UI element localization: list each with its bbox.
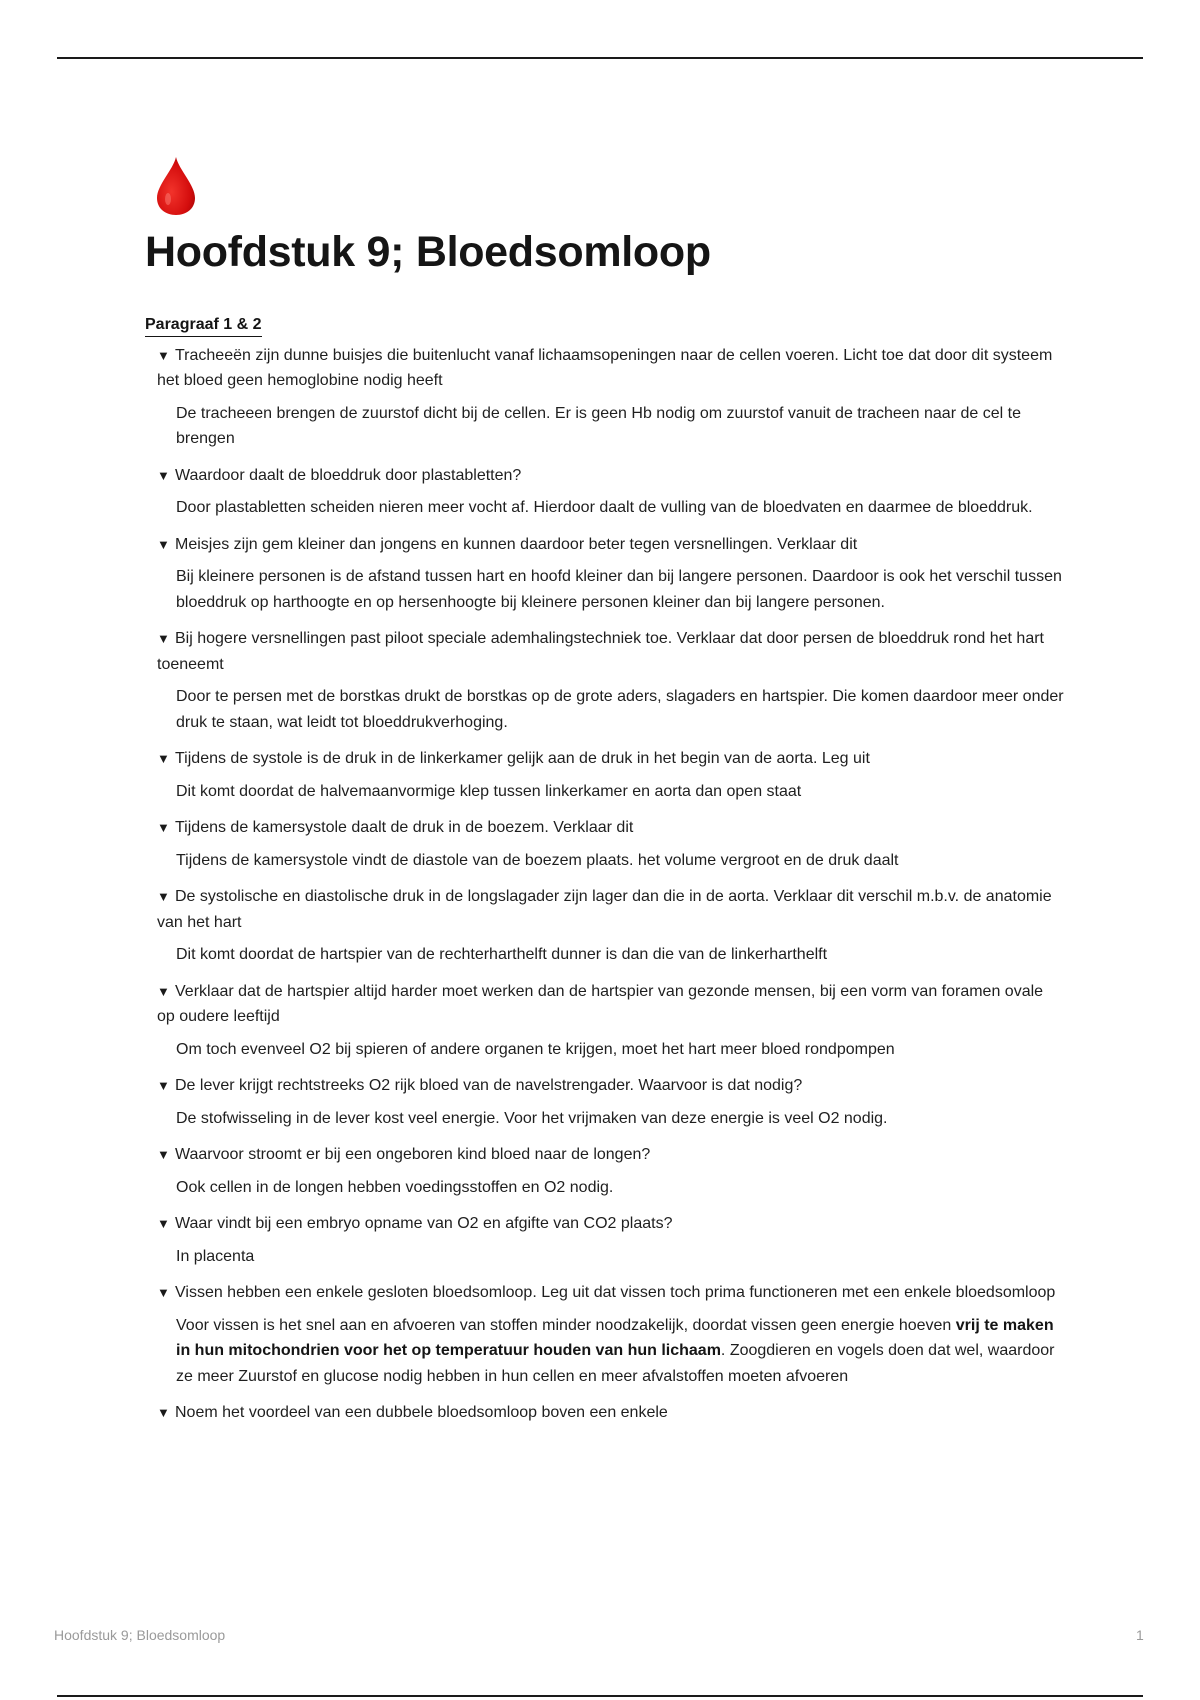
question-text: Waardoor daalt de bloeddruk door plastabletten? xyxy=(175,466,522,484)
toggle-arrow-icon[interactable]: ▼ xyxy=(157,1078,170,1094)
toggle-question xyxy=(145,1211,1065,1237)
toggle-item xyxy=(145,1073,1065,1131)
toggle-answer: Dit komt doordat de hartspier van de rechterharthelft dunner is dan die van de linkerharthelft xyxy=(176,946,828,964)
toggle-arrow-icon[interactable]: ▼ xyxy=(157,1405,170,1421)
toggle-question xyxy=(145,815,1065,841)
toggle-item xyxy=(145,532,1065,616)
toggle-question xyxy=(145,746,1065,772)
toggle-arrow-icon[interactable]: ▼ xyxy=(157,983,170,999)
toggle-item xyxy=(145,1400,1065,1426)
toggle-item xyxy=(145,815,1065,873)
bottom-rule xyxy=(57,1695,1143,1697)
answer-bold-text: vrij te maken in hun mitochondrien voor het op temperatuur houden van hun lichaam xyxy=(176,1316,1054,1360)
question-text: Vissen hebben een enkele gesloten bloedsomloop. Leg uit dat vissen toch prima functioneren met een enkele bloedsomloop xyxy=(175,1284,1056,1302)
answer-text: Voor vissen is het snel aan en afvoeren van stoffen minder noodzakelijk, doordat vissen geen energie hoeven xyxy=(176,1316,956,1334)
toggle-item xyxy=(145,884,1065,968)
toggle-question xyxy=(145,1400,1065,1426)
question-text: Meisjes zijn gem kleiner dan jongens en kunnen daardoor beter tegen versnellingen. Verklaar dit xyxy=(175,535,858,553)
toggle-arrow-icon[interactable]: ▼ xyxy=(157,889,170,905)
top-rule xyxy=(57,57,1143,59)
toggle-item xyxy=(145,1280,1065,1389)
toggle-question xyxy=(145,626,1065,677)
question-text: Bij hogere versnellingen past piloot speciale ademhalingstechniek toe. Verklaar dat door persen de bloeddruk rond het hart toeneemt xyxy=(157,630,1044,673)
toggle-answer: Tijdens de kamersystole vindt de diastole van de boezem plaats. het volume vergroot en de druk daalt xyxy=(176,851,899,869)
toggle-question xyxy=(145,1142,1065,1168)
question-text: Waarvoor stroomt er bij een ongeboren kind bloed naar de longen? xyxy=(175,1146,651,1164)
toggle-arrow-icon[interactable]: ▼ xyxy=(157,751,170,767)
toggle-arrow-icon[interactable]: ▼ xyxy=(157,347,170,363)
toggle-answer: De tracheeen brengen de zuurstof dicht bij de cellen. Er is geen Hb nodig om zuurstof vanuit de tracheen naar de cel te brengen xyxy=(176,404,1021,448)
toggle-item xyxy=(145,1142,1065,1200)
question-text: Tijdens de kamersystole daalt de druk in de boezem. Verklaar dit xyxy=(175,819,634,837)
toggle-item xyxy=(145,1211,1065,1269)
toggle-arrow-icon[interactable]: ▼ xyxy=(157,1147,170,1163)
toggle-answer: Dit komt doordat de halvemaanvormige klep tussen linkerkamer en aorta dan open staat xyxy=(176,782,802,800)
toggle-arrow-icon[interactable]: ▼ xyxy=(157,631,170,647)
blood-drop-icon xyxy=(155,155,197,217)
toggle-question xyxy=(145,979,1065,1030)
page-title: Hoofdstuk 9; Bloedsomloop xyxy=(145,228,711,276)
toggle-question xyxy=(145,463,1065,489)
question-text: Tracheeën zijn dunne buisjes die buitenlucht vanaf lichaamsopeningen naar de cellen voeren. Licht toe dat door dit systeem het bloed geen hemoglobine nodig heeft xyxy=(157,346,1053,390)
toggle-arrow-icon[interactable]: ▼ xyxy=(157,820,170,836)
page-content xyxy=(145,155,1065,1437)
toggle-arrow-icon[interactable]: ▼ xyxy=(157,1216,170,1232)
toggle-question xyxy=(145,1280,1065,1306)
toggle-question xyxy=(145,884,1065,935)
section-heading: Paragraaf 1 & 2 xyxy=(145,316,262,336)
question-text: Tijdens de systole is de druk in de linkerkamer gelijk aan de druk in het begin van de aorta. Leg uit xyxy=(175,750,870,768)
toggle-list xyxy=(145,343,1065,1426)
question-text: Waar vindt bij een embryo opname van O2 en afgifte van CO2 plaats? xyxy=(175,1215,673,1233)
toggle-item xyxy=(145,343,1065,452)
toggle-item xyxy=(145,746,1065,804)
question-text: Noem het voordeel van een dubbele bloedsomloop boven een enkele xyxy=(175,1404,668,1422)
toggle-answer: De stofwisseling in de lever kost veel energie. Voor het vrijmaken van deze energie is veel O2 nodig. xyxy=(176,1109,888,1127)
toggle-answer xyxy=(145,1313,1065,1390)
question-text: Verklaar dat de hartspier altijd harder moet werken dan de hartspier van gezonde mensen, bij een vorm van foramen ovale op oudere leeftijd xyxy=(157,982,1044,1026)
toggle-arrow-icon[interactable]: ▼ xyxy=(157,536,170,552)
page-number: 1 xyxy=(1136,1627,1144,1643)
toggle-answer: Door te persen met de borstkas drukt de borstkas op de grote aders, slagaders en hartspier. Die komen daardoor meer onder druk te staan, wat leidt tot bloeddrukverhoging. xyxy=(176,688,1064,731)
toggle-answer: Ook cellen in de longen hebben voedingsstoffen en O2 nodig. xyxy=(176,1178,614,1196)
toggle-arrow-icon[interactable]: ▼ xyxy=(157,467,170,483)
answer-text: . Zoogdieren en vogels doen dat wel, waardoor ze meer Zuurstof en glucose nodig hebben in hun cellen en meer afvalstoffen moeten afvoeren xyxy=(176,1342,1055,1385)
footer-title: Hoofdstuk 9; Bloedsomloop xyxy=(54,1627,226,1643)
toggle-item xyxy=(145,979,1065,1063)
question-text: De systolische en diastolische druk in de longslagader zijn lager dan die in de aorta. Verklaar dit verschil m.b.v. de anatomie van het hart xyxy=(157,888,1052,931)
toggle-answer: Om toch evenveel O2 bij spieren of andere organen te krijgen, moet het hart meer bloed rondpompen xyxy=(176,1040,895,1058)
toggle-answer: Bij kleinere personen is de afstand tussen hart en hoofd kleiner dan bij langere personen. Daardoor is ook het verschil tussen bloeddruk op harthoogte en op hersenhoogte bij kleinere personen kleiner dan bij langere personen. xyxy=(176,568,1062,611)
toggle-answer: Door plastabletten scheiden nieren meer vocht af. Hierdoor daalt de vulling van de bloedvaten en daarmee de bloeddruk. xyxy=(176,499,1033,517)
toggle-arrow-icon[interactable]: ▼ xyxy=(157,1285,170,1301)
question-text: De lever krijgt rechtstreeks O2 rijk bloed van de navelstrengader. Waarvoor is dat nodig? xyxy=(175,1077,803,1095)
toggle-question xyxy=(145,343,1065,394)
toggle-item xyxy=(145,626,1065,735)
toggle-item xyxy=(145,463,1065,521)
toggle-question xyxy=(145,532,1065,558)
toggle-answer: In placenta xyxy=(176,1247,255,1265)
toggle-question xyxy=(145,1073,1065,1099)
